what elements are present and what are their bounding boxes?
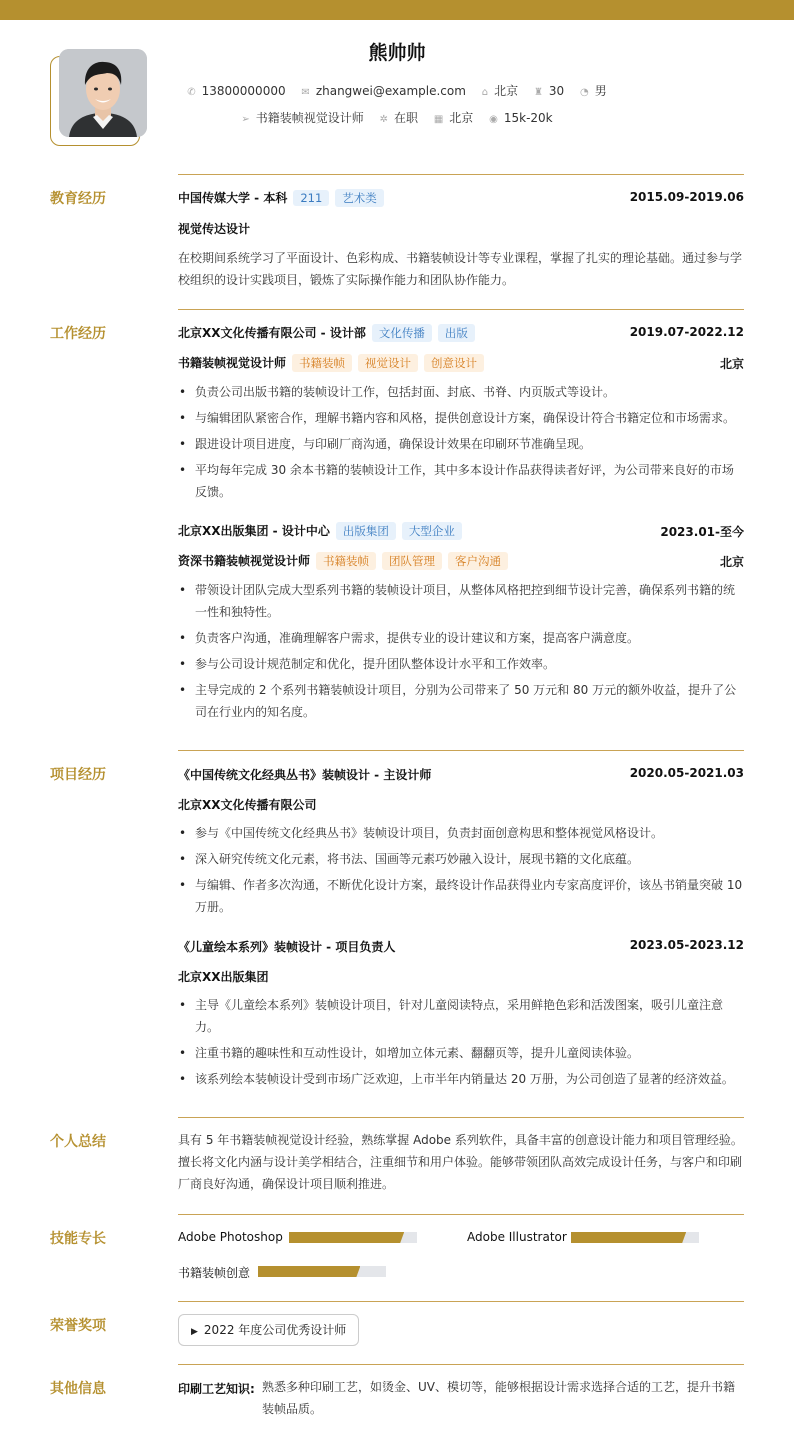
section-title-skills: 技能专长: [50, 1231, 106, 1247]
project-bullets: [178, 822, 744, 922]
phone-icon: ✆: [187, 87, 196, 98]
company-tag: 出版集团: [336, 522, 396, 540]
section-divider: [178, 1364, 744, 1365]
work-location: 北京: [719, 555, 744, 569]
building-icon: ▦: [433, 114, 444, 125]
work-company: [178, 324, 475, 342]
skill-bar: [289, 1232, 417, 1243]
job-position: 书籍装帧视觉设计师: [255, 111, 364, 125]
work-bullets: [178, 579, 744, 727]
list-item: • 参与公司设计规范制定和优化，提升团队整体设计水平和工作效率。: [178, 653, 744, 675]
skill-bar-fill: [289, 1232, 404, 1243]
hometown: 北京: [494, 84, 519, 98]
education-description: 在校期间系统学习了平面设计、色彩构成、书籍装帧设计等专业课程，掌握了扎实的理论基础。通过参与学校组织的设计实践项目，锻炼了实际操作能力和团队协作能力。: [178, 251, 743, 287]
education-date: 2015.09-2019.06: [629, 190, 744, 204]
section-title-project: 项目经历: [50, 767, 106, 783]
list-item: • 该系列绘本装帧设计受到市场广泛欢迎，上市半年内销量达 20 万册，为公司创造了显著的经济效益。: [178, 1068, 744, 1090]
honor-item[interactable]: [178, 1314, 359, 1346]
honor-label: 2022 年度公司优秀设计师: [203, 1323, 347, 1337]
list-item: • 跟进设计项目进度，与印刷厂商沟通，确保设计效果在印刷环节准确呈现。: [178, 433, 744, 455]
work-date: 2023.01-至今: [660, 525, 744, 539]
company-tag: 大型企业: [402, 522, 462, 540]
section-title-summary: 个人总结: [50, 1134, 106, 1150]
company-name: 北京XX文化传播有限公司 - 设计部: [178, 326, 366, 340]
list-item: • 参与《中国传统文化经典丛书》装帧设计项目，负责封面创意构思和整体视觉风格设计。: [178, 822, 744, 844]
status-icon: ✲: [379, 114, 388, 125]
project-bullets: [178, 994, 744, 1094]
job-status: 在职: [393, 111, 418, 125]
work-location: 北京: [719, 357, 744, 371]
work-date: 2019.07-2022.12: [629, 325, 744, 339]
work-role: [178, 552, 508, 570]
section-divider: [178, 1214, 744, 1215]
list-item: • 负责公司出版书籍的装帧设计工作，包括封面、封底、书脊、内页版式等设计。: [178, 381, 744, 403]
role-tag: 客户沟通: [448, 552, 508, 570]
candidate-name: 熊帅帅: [368, 42, 426, 64]
role-tag: 团队管理: [382, 552, 442, 570]
section-title-education: 教育经历: [50, 191, 106, 207]
send-icon: ➢: [241, 114, 250, 125]
role-tag: 创意设计: [424, 354, 484, 372]
cake-icon: ♜: [533, 87, 543, 98]
role-tag: 书籍装帧: [292, 354, 352, 372]
list-item: • 平均每年完成 30 余本书籍的装帧设计工作，其中多本设计作品获得读者好评，为公司带来良好的市场反馈。: [178, 459, 744, 503]
project-org: 北京XX文化传播有限公司: [178, 798, 317, 812]
skill-bar: [258, 1266, 386, 1277]
section-title-honors: 荣誉奖项: [50, 1318, 106, 1334]
section-divider: [178, 309, 744, 310]
section-divider: [178, 1117, 744, 1118]
play-icon: ▶: [191, 1327, 198, 1337]
top-accent-bar: [0, 0, 794, 20]
skill-bar-fill: [258, 1266, 360, 1277]
skill-bar-fill: [571, 1232, 686, 1243]
section-divider: [178, 1301, 744, 1302]
role-tag: 视觉设计: [358, 354, 418, 372]
job-intent-row: [0, 109, 794, 126]
section-divider: [178, 174, 744, 175]
section-title-other: 其他信息: [50, 1381, 106, 1397]
other-text: 熟悉多种印刷工艺，如烫金、UV、模切等，能够根据设计需求选择合适的工艺，提升书籍装帧品质。: [262, 1380, 735, 1416]
project-date: 2020.05-2021.03: [629, 766, 744, 780]
education-tag: 艺术类: [335, 189, 384, 207]
skill-name: Adobe Photoshop: [178, 1230, 283, 1244]
role-tag: 书籍装帧: [316, 552, 376, 570]
salary: 15k-20k: [503, 111, 553, 125]
list-item: • 带领设计团队完成大型系列书籍的装帧设计项目，从整体风格把控到细节设计完善，确保系列书籍的统一性和独特性。: [178, 579, 744, 623]
education-tag: 211: [293, 190, 329, 206]
list-item: • 主导《儿童绘本系列》装帧设计项目，针对儿童阅读特点，采用鲜艳色彩和活泼图案，吸引儿童注意力。: [178, 994, 744, 1038]
company-name: 北京XX出版集团 - 设计中心: [178, 524, 330, 538]
project-org: 北京XX出版集团: [178, 970, 269, 984]
email: zhangwei@example.com: [315, 84, 466, 98]
work-bullets: [178, 381, 744, 507]
list-item: • 注重书籍的趣味性和互动性设计，如增加立体元素、翻翻页等，提升儿童阅读体验。: [178, 1042, 744, 1064]
list-item: • 负责客户沟通，准确理解客户需求，提供专业的设计建议和方案，提高客户满意度。: [178, 627, 744, 649]
home-icon: ⌂: [481, 87, 489, 98]
skill-name: Adobe Illustrator: [467, 1230, 567, 1244]
list-item: • 与编辑团队紧密合作，理解书籍内容和风格，提供创意设计方案，确保设计符合书籍定位和市场需求。: [178, 407, 744, 429]
education-header: [178, 189, 384, 207]
skill-bar: [571, 1232, 699, 1243]
role-name: 资深书籍装帧视觉设计师: [178, 554, 311, 568]
list-item: • 与编辑、作者多次沟通，不断优化设计方案，最终设计作品获得业内专家高度评价，该丛书销量突破 10 万册。: [178, 874, 744, 918]
project-date: 2023.05-2023.12: [629, 938, 744, 952]
company-tag: 文化传播: [372, 324, 432, 342]
gender-icon: ◔: [580, 87, 589, 98]
role-name: 书籍装帧视觉设计师: [178, 356, 287, 370]
company-tag: 出版: [438, 324, 475, 342]
project-title: 《中国传统文化经典丛书》装帧设计 - 主设计师: [178, 768, 432, 782]
phone: 13800000000: [201, 84, 286, 98]
work-company: [178, 522, 462, 540]
education-major: 视觉传达设计: [178, 222, 251, 236]
section-divider: [178, 750, 744, 751]
age: 30: [548, 84, 565, 98]
section-title-work: 工作经历: [50, 326, 106, 342]
summary-text: 具有 5 年书籍装帧视觉设计经验，熟练掌握 Adobe 系列软件，具备丰富的创意设计能力和项目管理经验。擅长将文化内涵与设计美学相结合，注重细节和用户体验。能够带领团队高效完成设计任务，与客户和印刷厂商良好沟通，确保设计项目顺利推进。: [178, 1133, 743, 1191]
skill-name: 书籍装帧创意: [178, 1266, 251, 1280]
list-item: • 主导完成的 2 个系列书籍装帧设计项目，分别为公司带来了 50 万元和 80 万元的额外收益，提升了公司在行业内的知名度。: [178, 679, 744, 723]
school-name: 中国传媒大学 - 本科: [178, 191, 288, 205]
salary-icon: ◉: [489, 114, 498, 125]
contact-row: [0, 82, 794, 99]
work-role: [178, 354, 484, 372]
project-title: 《儿童绘本系列》装帧设计 - 项目负责人: [178, 940, 396, 954]
list-item: • 深入研究传统文化元素，将书法、国画等元素巧妙融入设计，展现书籍的文化底蕴。: [178, 848, 744, 870]
mail-icon: ✉: [301, 87, 310, 98]
gender: 男: [594, 84, 607, 98]
other-label: 印刷工艺知识:: [178, 1382, 255, 1396]
job-city: 北京: [449, 111, 474, 125]
